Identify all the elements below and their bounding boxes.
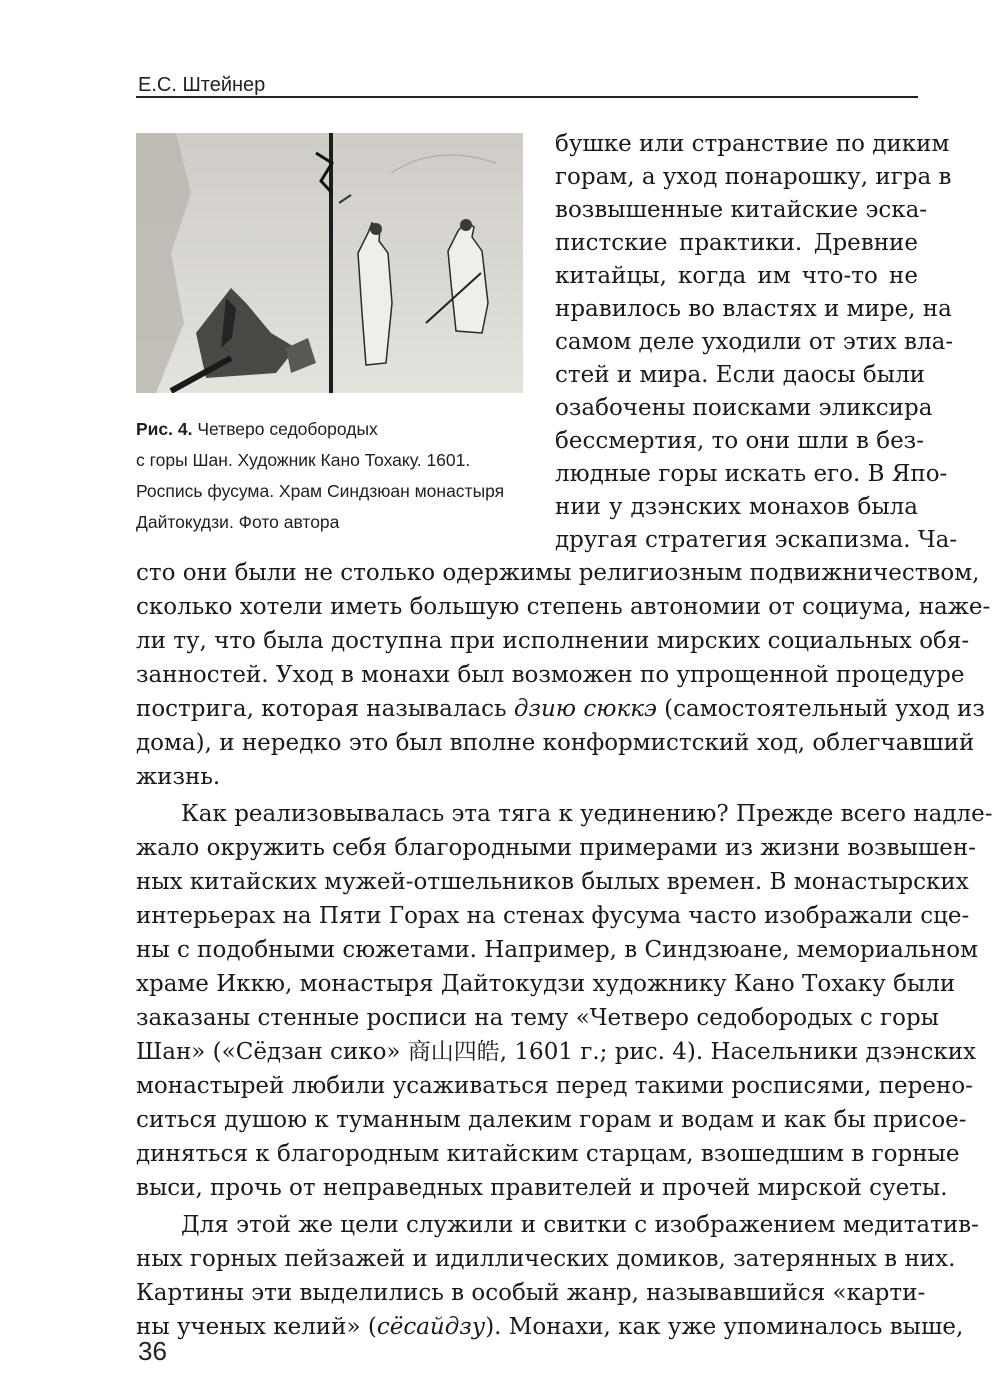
text-line: сколько хотели иметь большую степень автономии от социума, наже- <box>136 594 991 620</box>
text-line: дома), и нередко это был вполне конформистский ход, облегчавший <box>136 730 975 756</box>
figure-caption <box>136 414 536 538</box>
text-line: пострига, которая называлась дзию сюккэ (самостоятельный уход из <box>136 696 985 722</box>
term-italic: сёсайдзу <box>376 1314 486 1340</box>
text-line: жало окружить себя благородными примерами из жизни возвышен- <box>136 835 977 861</box>
text-line: бессмертия, то они шли в без- <box>555 428 924 454</box>
page-number: 36 <box>138 1336 167 1366</box>
text-line: озабочены поисками эликсира <box>555 395 933 421</box>
text-line: Шан» («Сёдзан сико» 商山四皓, 1601 г.; рис. 4). Насельники дзэнских <box>136 1039 977 1065</box>
figure-label: Рис. 4. <box>136 419 193 439</box>
text-line: нии у дзэнских монахов была <box>555 494 918 520</box>
text-line: пистские практики. Древние <box>555 230 918 256</box>
text-line: ны с подобными сюжетами. Например, в Синдзюане, мемориальном <box>136 937 979 963</box>
text-line: ситься душою к туманным далеким горам и водам и как бы присое- <box>136 1107 967 1133</box>
text-line: бушке или странствие по диким <box>555 131 950 157</box>
term-italic: дзию сюккэ <box>513 696 657 722</box>
caption-line-1: Рис. 4. Четверо седобородых <box>136 419 378 439</box>
text-line: выси, прочь от неправедных правителей и прочей мирской суеты. <box>136 1175 948 1201</box>
text-line: интерьерах на Пяти Горах на стенах фусума часто изображали сце- <box>136 903 970 929</box>
text-line: стей и мира. Если даосы были <box>555 362 926 388</box>
text-line: возвышенные китайские эска- <box>555 197 928 223</box>
text-line: ных горных пейзажей и идиллических домиков, затерянных в них. <box>136 1246 956 1272</box>
text-line: занностей. Уход в монахи был возможен по упрощенной процедуре <box>136 662 965 688</box>
text-line: монастырей любили усаживаться перед такими росписями, перено- <box>136 1073 973 1099</box>
text-line: другая стратегия эскапизма. Ча- <box>555 527 958 553</box>
caption-line-2: с горы Шан. Художник Кано Тохаку. 1601. <box>136 450 471 470</box>
text-line: китайцы, когда им что-то не <box>555 263 918 289</box>
text-line: Для этой же цели служили и свитки с изображением медитатив- <box>181 1212 979 1238</box>
text-line: сто они были не столько одержимы религиозным подвижничеством, <box>136 560 980 586</box>
text-line: заказаны стенные росписи на тему «Четверо седобородых с горы <box>136 1005 939 1031</box>
painting-illustration <box>136 133 523 393</box>
caption-line-3: Роспись фусума. Храм Синдзюан монастыря <box>136 481 505 501</box>
running-head-author: Е.С. Штейнер <box>138 74 266 96</box>
text-line: жизнь. <box>136 764 221 790</box>
text-line: нравилось во властях и мире, на <box>555 296 952 322</box>
caption-line-4: Дайтокудзи. Фото автора <box>136 512 340 532</box>
figure-image <box>136 133 523 393</box>
text-line: ных китайских мужей-отшельников былых времен. В монастырских <box>136 869 969 895</box>
header-rule <box>136 96 918 98</box>
text-line: Как реализовывалась эта тяга к уединению? Прежде всего надле- <box>181 801 993 827</box>
text-line: самом деле уходили от этих вла- <box>555 329 954 355</box>
text-line: диняться к благородным китайским старцам, взошедшим в горные <box>136 1141 960 1167</box>
text-line: ны ученых келий» (сёсайдзу). Монахи, как уже упоминалось выше, <box>136 1314 964 1340</box>
text-line: ли ту, что была доступна при исполнении мирских социальных обя- <box>136 628 970 654</box>
text-line: горам, а уход понарошку, игра в <box>555 164 952 190</box>
text-line: храме Иккю, монастыря Дайтокудзи художнику Кано Тохаку были <box>136 971 956 997</box>
text-line: людные горы искать его. В Япо- <box>555 461 948 487</box>
text-line: Картины эти выделились в особый жанр, называвшийся «карти- <box>136 1280 926 1306</box>
